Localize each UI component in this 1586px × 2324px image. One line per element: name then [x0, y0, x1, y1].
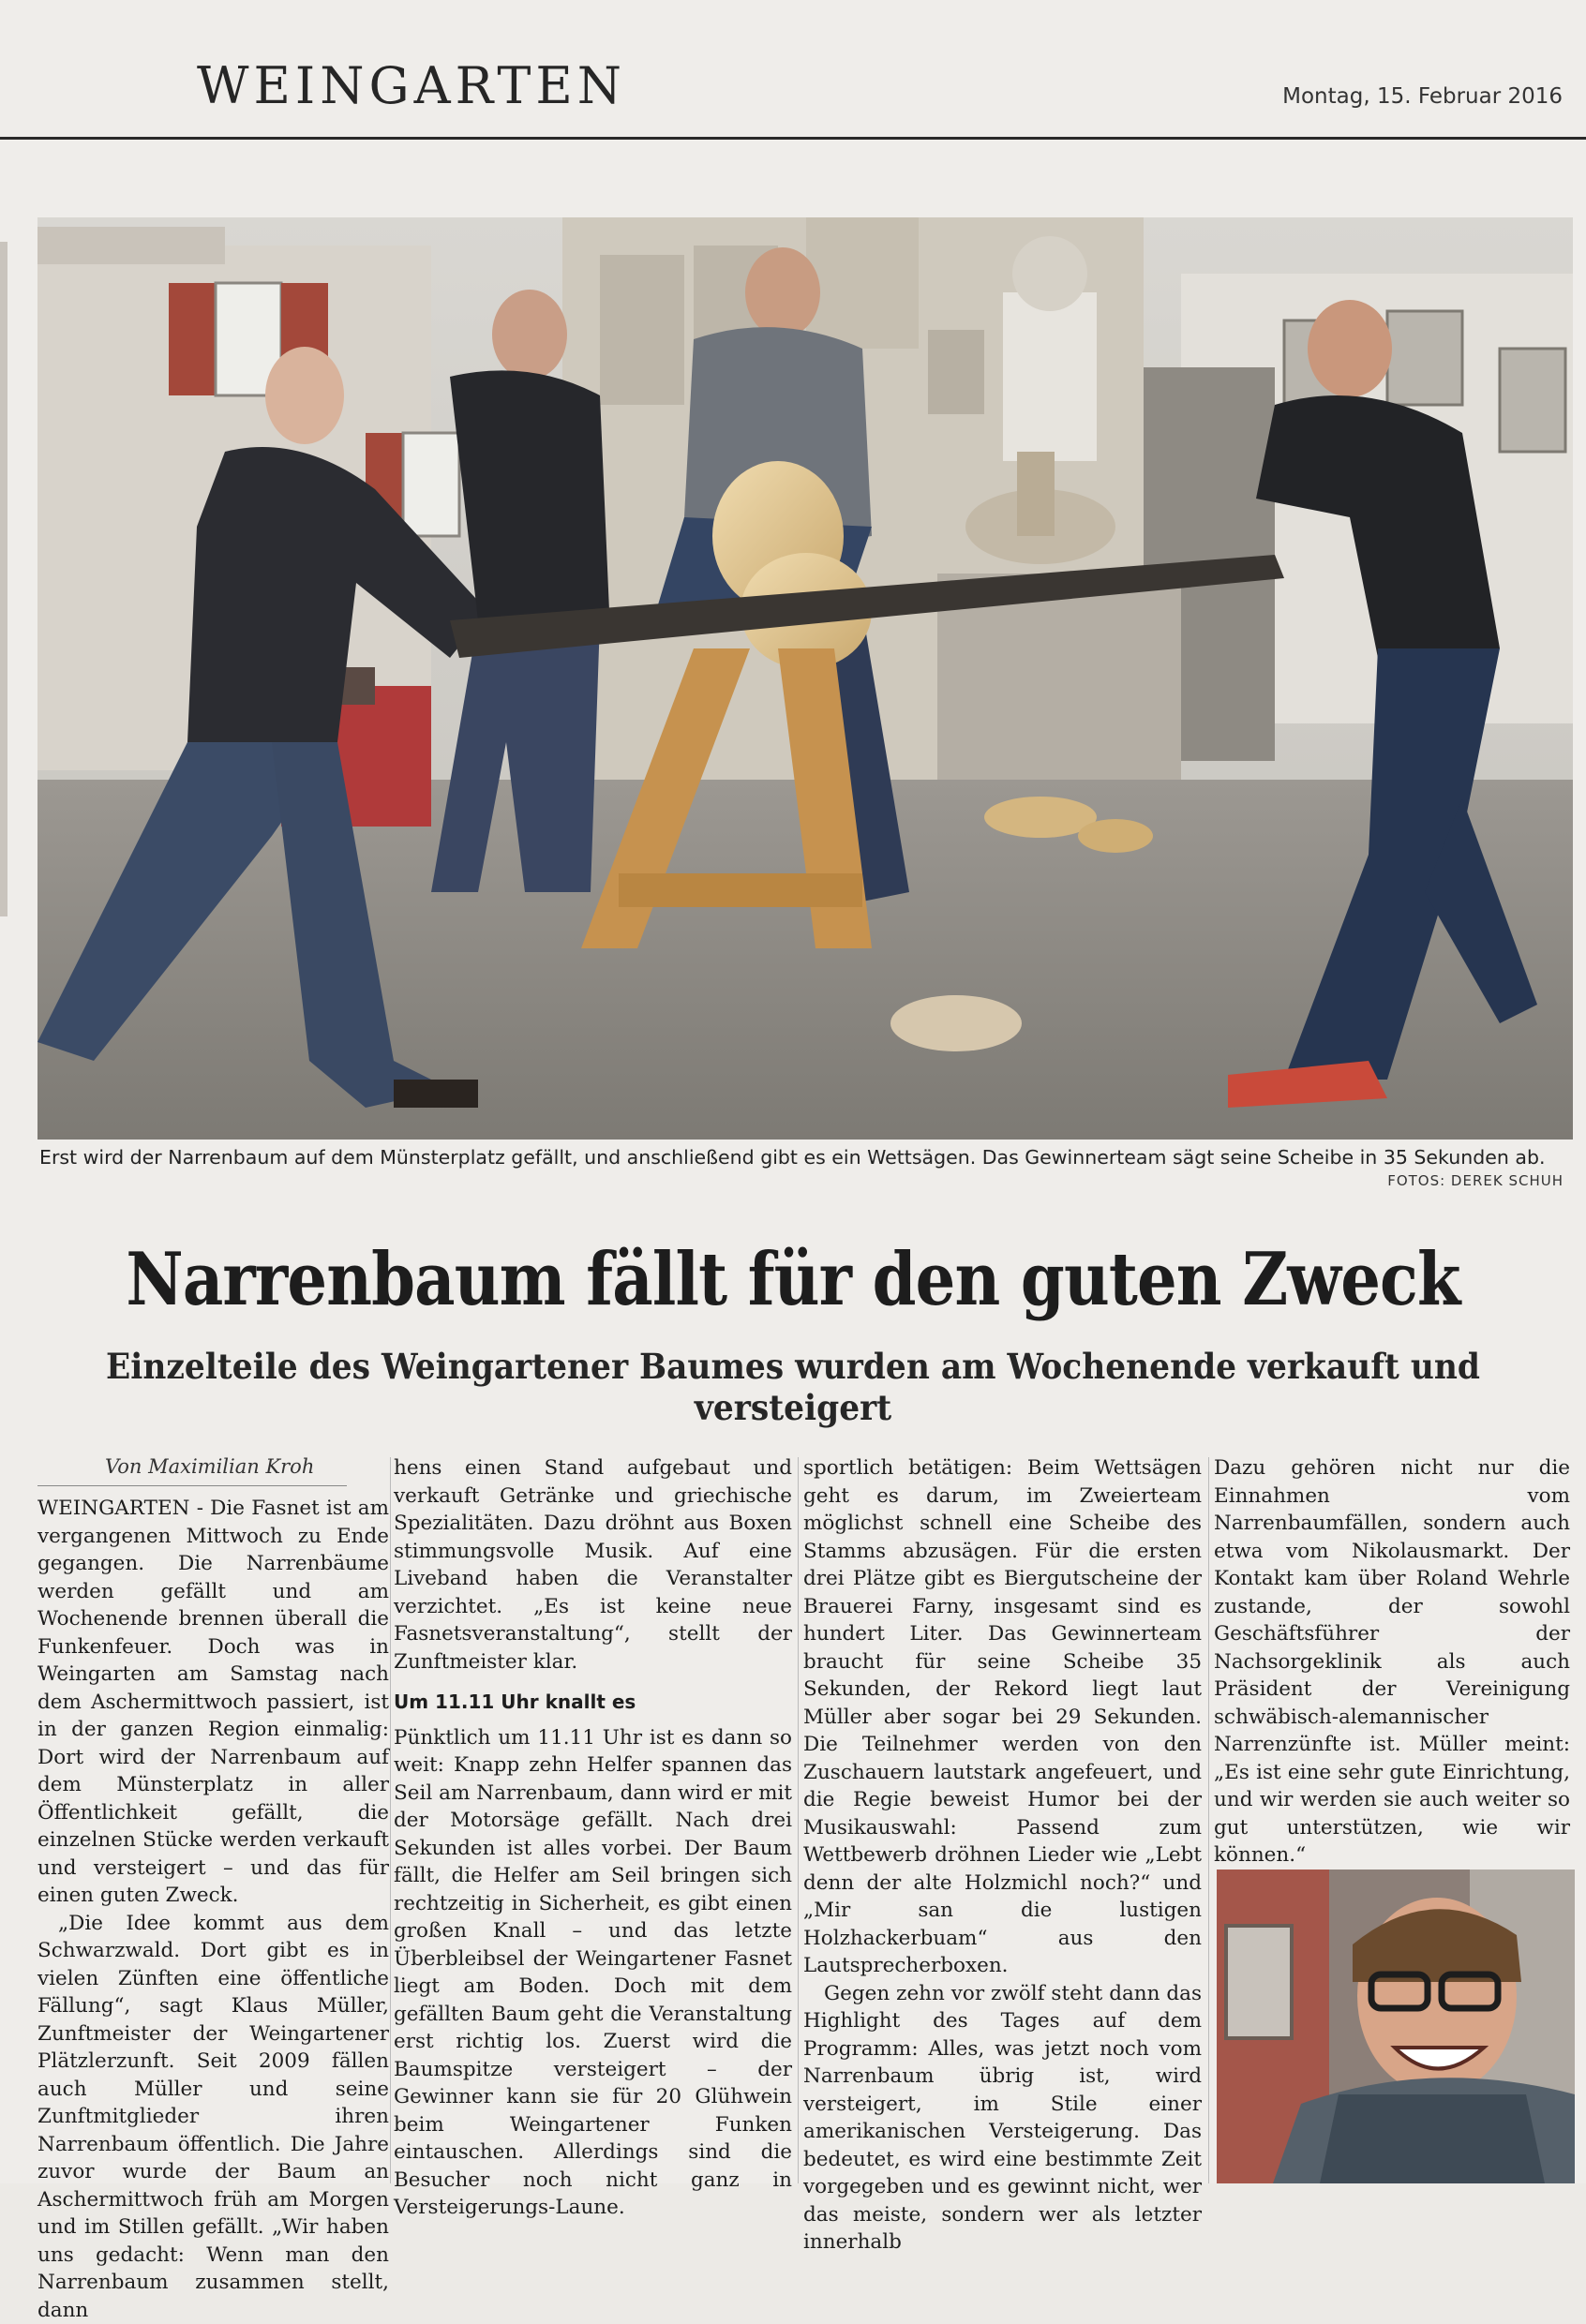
scan-edge-mark [0, 242, 7, 916]
photo-caption: Erst wird der Narrenbaum auf dem Münsterplatz gefällt, und anschließend gibt es ein Wettsägen. Das Gewinnerteam sägt seine Scheibe in 35 Sekunden ab. [39, 1142, 1567, 1173]
article-subheadline: Einzelteile des Weingartener Baumes wurden am Wochenende verkauft und versteigert [55, 1346, 1531, 1428]
article-column-2 [394, 1454, 792, 2183]
photo-credit: FOTOS: DEREK SCHUH [1387, 1172, 1564, 1189]
byline-rule [37, 1485, 347, 1486]
section-subhead: Um 11.11 Uhr knallt es [394, 1689, 792, 1717]
header-rule [0, 137, 1586, 140]
column-divider [1208, 1457, 1209, 2183]
section-title: WEINGARTEN [197, 56, 626, 115]
article-column-3 [803, 1454, 1202, 2183]
article-column-1 [37, 1495, 389, 2183]
column-divider [798, 1457, 799, 2183]
sawing-scene-illustration [37, 217, 1573, 1140]
paragraph: Gegen zehn vor zwölf steht dann das Highlight des Tages auf dem Programm: Alles, was jetzt noch vom Narrenbaum übrig ist, wird versteigert, im Stile einer amerikanischen Versteigerung. Das bedeutet, es wird eine bestimmte Zeit vorgegeben und es gewinnt nicht, wer das meiste, sondern wer als letzter innerhalb [803, 1980, 1202, 2257]
paragraph: Dazu gehören nicht nur die Einnahmen vom Narrenbaumfällen, sondern auch etwa vom Nikolausmarkt. Der Kontakt kam über Roland Wehrle zustande, der sowohl Geschäftsführer der Nachsorgeklinik als auch Präsident der Vereinigung schwäbisch-alemannischer Narrenzünfte ist. Müller meint: „Es ist eine sehr gute Einrichtung, und wir werden sie auch weiter so gut unterstützen, wie wir können.“ [1214, 1454, 1570, 1870]
issue-date: Montag, 15. Februar 2016 [1282, 84, 1563, 109]
paragraph: WEINGARTEN - Die Fasnet ist am vergangenen Mittwoch zu Ende gegangen. Die Narrenbäume werden gefällt und am Wochenende brennen überall die Funkenfeuer. Doch was in Weingarten am Samstag nach dem Aschermittwoch passiert, ist in der ganzen Region einmalig: Dort wird der Narrenbaum auf dem Münsterplatz in aller Öffentlichkeit gefällt, die einzelnen Stücke werden verkauft und versteigert – und das für einen guten Zweck. [37, 1495, 389, 1910]
column-divider [390, 1457, 391, 2183]
article-headline: Narrenbaum fällt für den guten Zweck [111, 1237, 1474, 1322]
paragraph: Pünktlich um 11.11 Uhr ist es dann so weit: Knapp zehn Helfer spannen das Seil am Narrenbaum, dann wird er mit der Motorsäge gefällt. Nach drei Sekunden ist alles vorbei. Der Baum fällt, die Helfer am Seil bringen sich rechtzeitig in Sicherheit, es gibt einen großen Knall – und das letzte Überbleibsel der Weingartener Fasnet liegt am Boden. Doch mit dem gefällten Baum geht die Veranstaltung erst richtig los. Zuerst wird die Baumspitze versteigert – der Gewinner kann sie für 20 Glühwein beim Weingartener Funken eintauschen. Allerdings sind die Besucher noch nicht ganz in Versteigerungs-Laune. [394, 1724, 792, 2222]
author-byline: Von Maximilian Kroh [105, 1455, 314, 1478]
main-photo [37, 217, 1573, 1140]
paragraph: „Die Idee kommt aus dem Schwarzwald. Dort gibt es in vielen Zünften eine öffentliche Fällung“, sagt Klaus Müller, Zunftmeister der Weingartener Plätzlerzunft. Seit 2009 fällen auch Müller und seine Zunftmitglieder ihren Narrenbaum öffentlich. Die Jahre zuvor wurde der Baum an Aschermittwoch früh am Morgen und im Stillen gefällt. „Wir haben uns gedacht: Wenn man den Narrenbaum zusammen stellt, dann [37, 1910, 389, 2324]
smiling-man-illustration [1217, 1870, 1575, 2183]
portrait-photo [1217, 1870, 1575, 2183]
article-column-4 [1214, 1454, 1570, 1871]
paragraph: sportlich betätigen: Beim Wettsägen geht es darum, im Zweierteam möglichst schnell eine Scheibe des Stamms abzusägen. Für die ersten drei Plätze gibt es Biergutscheine der Brauerei Farny, insgesamt sind es hundert Liter. Das Gewinnerteam braucht für seine Scheibe 35 Sekunden, der Rekord liegt laut Müller aber sogar bei 29 Sekunden. Die Teilnehmer werden von den Zuschauern lautstark angefeuert, und die Regie beweist Humor bei der Musikauswahl: Passend zum Wettbewerb dröhnen Lieder wie „Lebt denn der alte Holzmichl noch?“ und „Mir san die lustigen Holzhackerbuam“ aus den Lautsprecherboxen. [803, 1454, 1202, 1980]
paragraph: hens einen Stand aufgebaut und verkauft Getränke und griechische Spezialitäten. Dazu dröhnt aus Boxen stimmungsvolle Musik. Auf eine Liveband haben die Veranstalter verzichtet. „Es ist keine neue Fasnetsveranstaltung“, stellt der Zunftmeister klar. [394, 1454, 792, 1676]
